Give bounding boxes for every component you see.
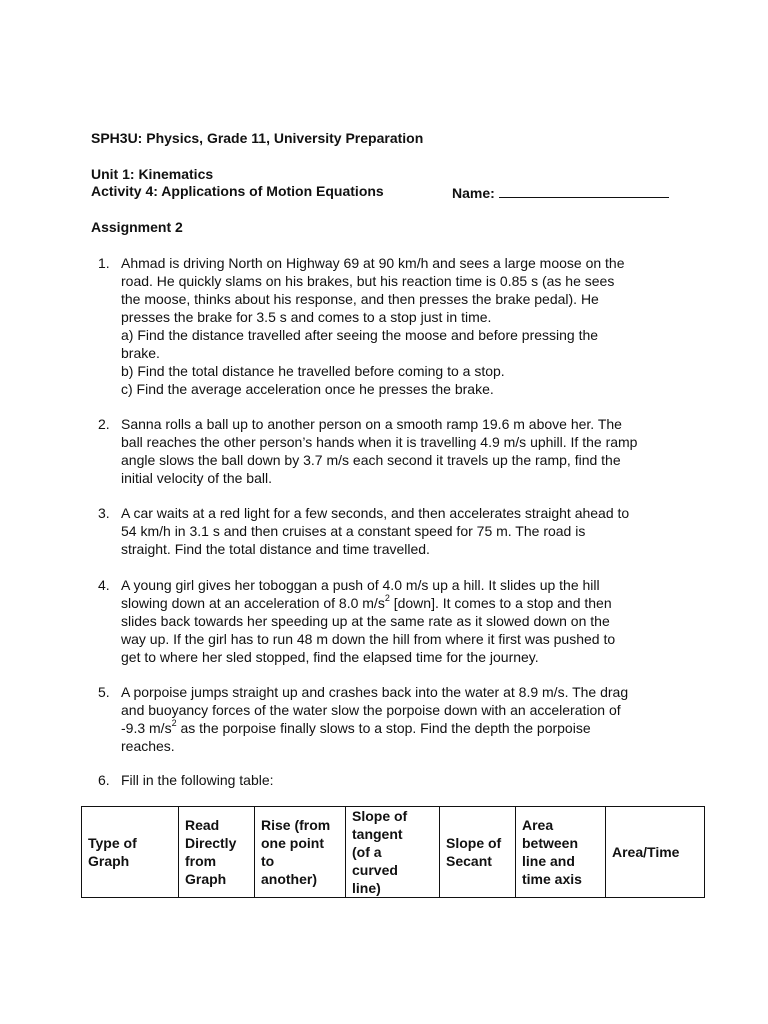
- question-line: road. He quickly slams on his brakes, but his reaction time is 0.85 s (as he sees: [121, 273, 615, 289]
- superscript: 2: [384, 593, 390, 604]
- question-line: presses the brake for 3.5 s and comes to a stop just in time.: [121, 309, 492, 325]
- question-number: 2.: [98, 416, 110, 432]
- question-line: Sanna rolls a ball up to another person on a smooth ramp 19.6 m above her. The: [121, 416, 622, 432]
- question-number: 5.: [98, 684, 110, 700]
- header-text: Area: [522, 817, 554, 833]
- header-text: Read: [185, 817, 220, 833]
- question-3: [98, 504, 678, 558]
- table-header-cell: [346, 807, 440, 898]
- line-text: as the porpoise finally slows to a stop. Find the depth the porpoise: [176, 720, 591, 736]
- question-number: 3.: [98, 505, 110, 521]
- line-text: -9.3 m/s: [121, 720, 172, 736]
- question-line: and buoyancy forces of the water slow the porpoise down with an acceleration of: [121, 702, 621, 718]
- question-line: slides back towards her speeding up at the same rate as it slowed down on the: [121, 613, 610, 629]
- header-text: Secant: [446, 853, 492, 869]
- question-line: c) Find the average acceleration once he presses the brake.: [121, 381, 494, 397]
- question-6: [98, 771, 678, 789]
- table-header-cell: [82, 807, 179, 898]
- question-number: 1.: [98, 255, 110, 271]
- header-text: one point: [261, 835, 324, 851]
- question-line: [121, 594, 678, 612]
- header-text: from: [185, 853, 217, 869]
- question-line: the moose, thinks about his response, and then presses the brake pedal). He: [121, 291, 599, 307]
- name-label: Name:: [452, 185, 495, 201]
- unit-title: Unit 1: Kinematics: [91, 166, 214, 182]
- name-field: [452, 182, 669, 201]
- question-line: a) Find the distance travelled after seeing the moose and before pressing the: [121, 327, 599, 343]
- activity-title: Activity 4: Applications of Motion Equations: [91, 183, 384, 199]
- question-line: [121, 719, 678, 737]
- question-line: angle slows the ball down by 3.7 m/s each second it travels up the ramp, find the: [121, 452, 621, 468]
- header-text: time axis: [522, 871, 582, 887]
- question-line: get to where her sled stopped, find the elapsed time for the journey.: [121, 649, 539, 665]
- question-number: 4.: [98, 577, 110, 593]
- header-text: Graph: [88, 853, 130, 869]
- header-text: Rise (from: [261, 817, 331, 833]
- header-text: line and: [522, 853, 575, 869]
- header-text: between: [522, 835, 579, 851]
- line-text: slowing down at an acceleration of 8.0 m/s: [121, 595, 385, 611]
- table-header-cell: [516, 807, 606, 898]
- question-line: ball reaches the other person’s hands when it is travelling 4.9 m/s uphill. If the ramp: [121, 434, 638, 450]
- name-blank-line: [499, 182, 669, 198]
- question-line: straight. Find the total distance and time travelled.: [121, 541, 430, 557]
- question-line: Fill in the following table:: [121, 772, 274, 788]
- graph-analysis-table: [81, 806, 705, 898]
- header-text: Directly: [185, 835, 237, 851]
- table-header-cell: [440, 807, 516, 898]
- header-text: curved: [352, 862, 398, 878]
- question-2: [98, 415, 678, 487]
- question-line: Ahmad is driving North on Highway 69 at 90 km/h and sees a large moose on the: [121, 255, 625, 271]
- table-header-cell: [179, 807, 255, 898]
- line-text: [down]. It comes to a stop and then: [389, 595, 612, 611]
- question-line: initial velocity of the ball.: [121, 470, 272, 486]
- header-text: Type of: [88, 835, 137, 851]
- header-text: another): [261, 871, 317, 887]
- table-header-row: [82, 807, 705, 898]
- header-text: (of a: [352, 844, 382, 860]
- table-header-cell: [255, 807, 346, 898]
- question-line: way up. If the girl has to run 48 m down the hill from where it first was pushed to: [121, 631, 616, 647]
- question-number: 6.: [98, 772, 110, 788]
- question-4: [98, 576, 678, 666]
- question-line: 54 km/h in 3.1 s and then cruises at a constant speed for 75 m. The road is: [121, 523, 586, 539]
- question-line: brake.: [121, 345, 160, 361]
- header-text: Slope of: [446, 835, 502, 851]
- header-text: Slope of: [352, 808, 408, 824]
- header-text: line): [352, 880, 381, 896]
- question-line: A car waits at a red light for a few seconds, and then accelerates straight ahead to: [121, 505, 630, 521]
- assignment-title: Assignment 2: [91, 219, 183, 235]
- header-text: Graph: [185, 871, 227, 887]
- course-title: SPH3U: Physics, Grade 11, University Preparation: [91, 130, 424, 146]
- question-line: reaches.: [121, 738, 175, 754]
- header-text: to: [261, 853, 275, 869]
- question-line: A young girl gives her toboggan a push of 4.0 m/s up a hill. It slides up the hill: [121, 577, 600, 593]
- header-text: tangent: [352, 826, 403, 842]
- question-5: [98, 683, 678, 755]
- question-line: b) Find the total distance he travelled before coming to a stop.: [121, 363, 505, 379]
- header-text: Area/Time: [612, 844, 680, 860]
- table-header-cell: [606, 807, 705, 898]
- question-line: A porpoise jumps straight up and crashes back into the water at 8.9 m/s. The drag: [121, 684, 629, 700]
- superscript: 2: [171, 718, 177, 729]
- question-1: [98, 254, 678, 398]
